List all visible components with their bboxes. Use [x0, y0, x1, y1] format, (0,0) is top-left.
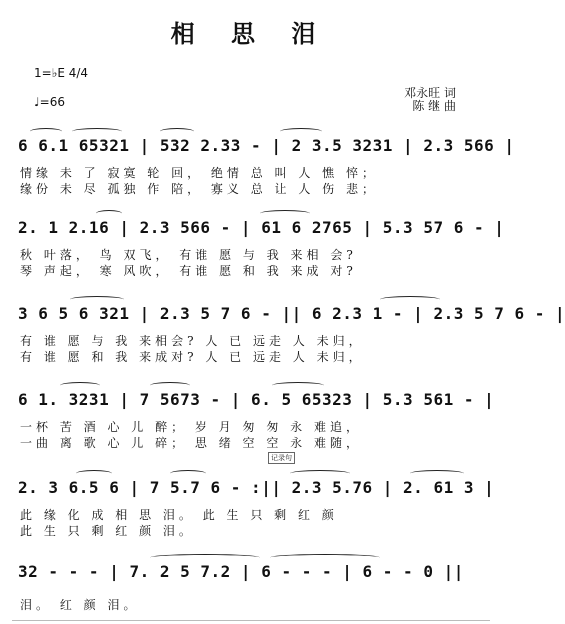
- lyrics-verse-1: 情缘 未 了 寂寞 轮 回， 绝情 总 叫 人 憔 悴；: [20, 166, 378, 180]
- lyrics-verse-2: 一曲 离 歌 心 儿 碎； 思 绪 空 空 永 难随，: [20, 436, 362, 450]
- slur: [30, 128, 62, 135]
- slur: [150, 554, 260, 561]
- notation-line: 6 6.1 65321 | 532 2.33 - | 2 3.5 3231 | 2.3 566 |: [18, 136, 515, 155]
- lyrics-verse-1: 一杯 苦 酒 心 儿 醉； 岁 月 匆 匆 永 难追，: [20, 420, 362, 434]
- lyrics-verse-1: 秋 叶落， 鸟 双飞， 有谁 愿 与 我 来相 会?: [20, 248, 357, 262]
- slur: [290, 470, 350, 477]
- bottom-rule: [12, 620, 490, 621]
- lyrics-verse-1: 泪。 红 颜 泪。: [20, 598, 140, 612]
- lyrics-verse-2: 有 谁 愿 和 我 来成对? 人 已 远走 人 未归，: [20, 350, 365, 364]
- slur: [260, 210, 310, 217]
- lyrics-verse-2: 琴 声起， 寒 风吹， 有谁 愿 和 我 来成 对?: [20, 264, 357, 278]
- slur: [150, 382, 190, 389]
- notation-line: 3 6 5 6 321 | 2.3 5 7 6 - || 6 2.3 1 - | 2.3 5 7 6 - |: [18, 304, 565, 323]
- slur: [270, 554, 380, 561]
- notation-line: 2. 1 2.16 | 2.3 566 - | 61 6 2765 | 5.3 57 6 - |: [18, 218, 505, 237]
- slur: [76, 470, 112, 477]
- composer-credit: 陈 继 曲: [412, 99, 456, 113]
- lyrics-verse-2: 此 生 只 剩 红 颜 泪。: [20, 524, 195, 538]
- lyrics-verse-1: 有 谁 愿 与 我 来相会? 人 已 远走 人 未归，: [20, 334, 365, 348]
- slur: [410, 470, 464, 477]
- slur: [170, 470, 206, 477]
- song-title: 相 思 泪: [170, 20, 330, 48]
- slur: [380, 296, 440, 303]
- slur: [160, 128, 194, 135]
- slur: [60, 382, 100, 389]
- slur: [72, 128, 122, 135]
- slur: [70, 296, 124, 303]
- slur: [272, 382, 324, 389]
- slur: [280, 128, 322, 135]
- key-signature: 1=♭E 4/4: [34, 66, 89, 80]
- lyrics-verse-2: 缘份 未 尽 孤独 作 陪， 寡义 总 让 人 伤 悲；: [20, 182, 378, 196]
- notation-line: 2. 3 6.5 6 | 7 5.7 6 - :|| 2.3 5.76 | 2. 61 3 |: [18, 478, 495, 497]
- notation-line: 32 - - - | 7. 2 5 7.2 | 6 - - - | 6 - - 0 ||: [18, 562, 464, 581]
- notation-line: 6 1. 3231 | 7 5673 - | 6. 5 65323 | 5.3 561 - |: [18, 390, 495, 409]
- lyrics-verse-1: 此 缘 化 成 相 思 泪。 此 生 只 剩 红 颜: [20, 508, 338, 522]
- lyricist-credit: 邓永旺 词: [404, 86, 456, 100]
- tempo-marking: ♩=66: [34, 95, 65, 109]
- section-tag: 记录句: [268, 452, 295, 464]
- slur: [96, 210, 122, 217]
